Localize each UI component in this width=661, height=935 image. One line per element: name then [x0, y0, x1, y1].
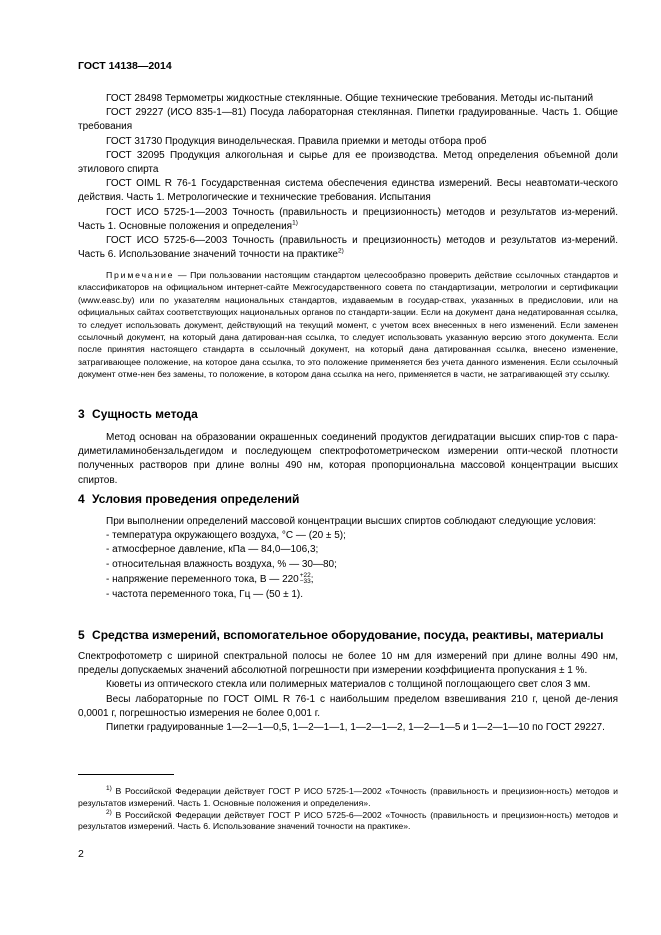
section-paragraph: Весы лабораторные по ГОСТ OIML R 76-1 с наибольшим пределом взвешивания 210 г, ценой де-ления 0,0001 г, погрешностью измерения не более 0,001 г. — [78, 693, 618, 719]
section-5 — [78, 627, 618, 735]
section-3 — [78, 407, 618, 488]
note-text — [78, 269, 618, 381]
section-paragraph: Спектрофотометр с шириной спектральной полосы не более 10 нм для измерений при длине волны 490 нм, пределы допускаемых значений абсолютной погрешности при измерении коэффициента пропускания ± 1 %. — [78, 651, 618, 677]
reference-text: ГОСТ ИСО 5725-6—2003 Точность (правильность и прецизионность) методов и результатов из-мерений. Часть 6. Использование значений точности на практике — [78, 235, 618, 261]
reference-item — [78, 206, 618, 234]
section-paragraph: Пипетки градуированные 1—2—1—0,5, 1—2—1—1, 1—2—1—2, 1—2—1—5 и 1—2—1—10 по ГОСТ 29227. — [106, 722, 605, 734]
condition-item: - относительная влажность воздуха, % — 30—80; — [106, 558, 337, 570]
footnote-mark: 1) — [106, 785, 112, 793]
reference-item: ГОСТ 31730 Продукция винодельческая. Правила приемки и методы отбора проб — [106, 135, 487, 147]
reference-text: ГОСТ ИСО 5725-1—2003 Точность (правильность и прецизионность) методов и результатов из-мерений. Часть 1. Основные положения и определения — [78, 206, 618, 232]
footnote-ref: 1) — [292, 219, 298, 227]
section-4 — [78, 492, 618, 602]
references-list — [78, 92, 618, 262]
condition-item: - атмосферное давление, кПа — 84,0—106,3; — [106, 544, 319, 556]
section-title: Сущность метода — [92, 407, 198, 421]
note-body: При пользовании настоящим стандартом целесообразно проверить действие ссылочных стандартов и классификаторов на официальном интернет-сайте Межгосударственного совета по стандартизации, метрологии и сертификации (www.easc.by) или по указателям национальных стандартов, издаваемым в государ-ствах, указанных в предисловии, или на официальных сайтах соответствующих национальных органов по стандарти-зации. Если на документ дана недатированная ссылка, то следует использовать документ, действующий на текущий момент, с учетом всех внесенных в него изменений. Если заменен ссылочный документ, на который дана датирован-ная ссылка, то следует использовать указанную версию этого документа. Если после принятия настоящего стандарта в ссылочный документ, на который дана датированная ссылка, внесено изменение, затрагивающее положение, на которое дана ссылка, то это положение применяется без учета данного изменения. Если ссылочный документ отме-нен без замены, то положение, в котором дана ссылка на него, применяется в части, не затрагивающей эту ссылку. — [78, 270, 619, 380]
voltage-value: 220 — [282, 573, 299, 585]
section-heading — [78, 492, 618, 507]
section-paragraph: При выполнении определений массовой концентрации высших спиртов соблюдают следующие условия: — [106, 516, 597, 527]
section-number: 3 — [78, 407, 85, 421]
condition-item: - температура окружающего воздуха, °С — (20 ± 5); — [106, 530, 346, 542]
voltage-lower: −33 — [299, 578, 311, 586]
note-block — [78, 269, 618, 381]
note-label: Примечание — [106, 270, 175, 280]
reference-item: ГОСТ 28498 Термометры жидкостные стеклянные. Общие технические требования. Методы ис-пытаний — [106, 93, 594, 104]
section-heading — [78, 407, 618, 422]
footnote-divider — [78, 774, 174, 775]
footnote-ref: 2) — [338, 247, 344, 255]
page-number: 2 — [78, 848, 84, 860]
section-paragraph: Метод основан на образовании окрашенных соединений продуктов дегидратации высших спир-тов с пара-диметиламинобензальдегидом и последующем спектрофотометрическом измерении опти-ческой плотности полученных растворов при длине волны 490 нм, которая пропорциональна массовой концентрации высших спиртов. — [78, 432, 618, 486]
section-number: 4 — [78, 492, 85, 506]
footnotes — [78, 786, 618, 833]
footnote — [78, 786, 618, 810]
footnote-text: В Российской Федерации действует ГОСТ Р ИСО 5725-6—2002 «Точность (правильность и прецизион-ность) методов и результатов измерений. Часть 6. Использование значений точности на практике». — [78, 809, 618, 832]
reference-item: ГОСТ OIML R 76-1 Государственная система обеспечения единства измерений. Весы неавтомати-ческого действия. Часть 1. Метрологические и технические требования. Испытания — [78, 178, 618, 204]
section-number: 5 — [78, 628, 85, 642]
section-title: Средства измерений, вспомогательное оборудование, посуда, реактивы, материалы — [92, 628, 604, 642]
footnote-mark: 2) — [106, 808, 112, 816]
footnote-text: В Российской Федерации действует ГОСТ Р ИСО 5725-1—2002 «Точность (правильность и прецизион-ность) методов и результатов измерений. Часть 1. Основные положения и определения». — [78, 786, 618, 808]
voltage-upper: +22 — [299, 571, 311, 579]
section-title: Условия проведения определений — [92, 492, 300, 506]
note-dash: — — [174, 270, 191, 280]
condition-item — [78, 572, 618, 588]
section-heading — [78, 627, 618, 644]
reference-item: ГОСТ 29227 (ИСО 835-1—81) Посуда лабораторная стеклянная. Пипетки градуированные. Часть 1. Общие требования — [78, 107, 618, 133]
voltage-tolerance — [300, 573, 311, 586]
section-paragraph: Кюветы из оптического стекла или полимерных материалов с толщиной поглощающего свет слоя 3 мм. — [106, 679, 591, 691]
footnote — [78, 810, 618, 834]
document-code: ГОСТ 14138—2014 — [78, 60, 172, 72]
voltage-label: - напряжение переменного тока, В — — [106, 573, 283, 585]
reference-item: ГОСТ 32095 Продукция алкогольная и сырье для ее производства. Метод определения объемной доли этилового спирта — [78, 149, 618, 176]
reference-item — [78, 234, 618, 262]
condition-item: - частота переменного тока, Гц — (50 ± 1). — [106, 588, 304, 600]
voltage-suffix: ; — [310, 573, 314, 585]
